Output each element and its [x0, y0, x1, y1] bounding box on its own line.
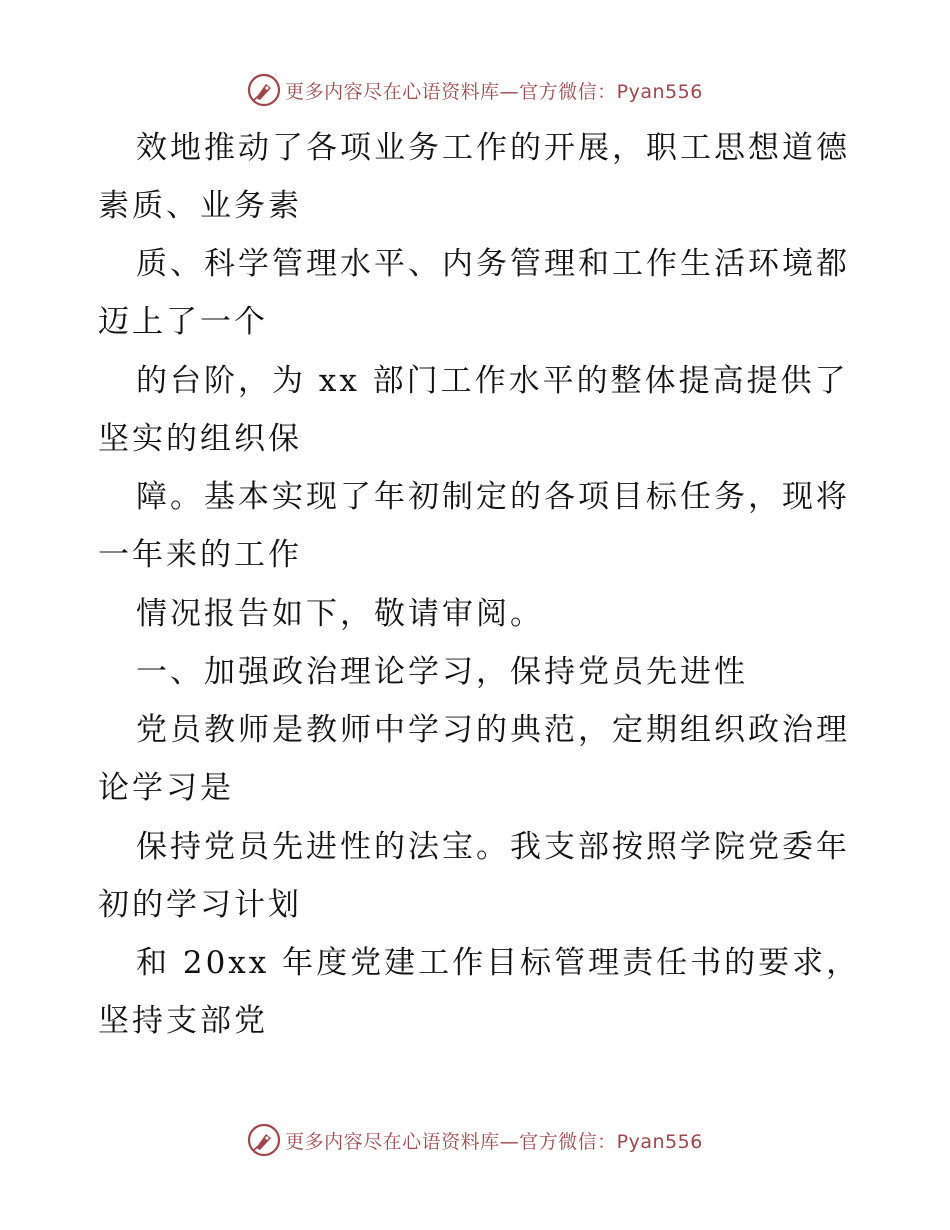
- body-line: 初的学习计划: [98, 887, 302, 923]
- body-line: 和 20xx 年度党建工作目标管理责任书的要求，: [136, 945, 861, 981]
- body-line: 党员教师是教师中学习的典范，定期组织政治理: [136, 712, 850, 748]
- section-heading: 一、加强政治理论学习，保持党员先进性: [136, 654, 748, 690]
- header-banner-text: 更多内容尽在心语资料库—官方微信：Pyan556: [285, 80, 703, 103]
- body-line: 质、科学管理水平、内务管理和工作生活环境都: [136, 246, 850, 282]
- footer-banner: [0, 1120, 950, 1160]
- body-line: 情况报告如下，敬请审阅。: [136, 596, 544, 632]
- body-line: 保持党员先进性的法宝。我支部按照学院党委年: [136, 829, 850, 865]
- body-line: 素质、业务素: [98, 188, 302, 224]
- body-line: 坚实的组织保: [98, 421, 302, 457]
- body-line: 的台阶，为 xx 部门工作水平的整体提高提供了: [136, 363, 849, 399]
- body-line: 一年来的工作: [98, 537, 302, 573]
- pen-nib-logo-icon: [247, 1123, 281, 1157]
- body-line: 论学习是: [98, 770, 234, 806]
- footer-banner-text: 更多内容尽在心语资料库—官方微信：Pyan556: [285, 1130, 703, 1153]
- body-line: 效地推动了各项业务工作的开展，职工思想道德: [136, 130, 850, 166]
- body-line: 迈上了一个: [98, 304, 268, 340]
- body-line: 障。基本实现了年初制定的各项目标任务，现将: [136, 479, 850, 515]
- body-line: 坚持支部党: [98, 1003, 268, 1039]
